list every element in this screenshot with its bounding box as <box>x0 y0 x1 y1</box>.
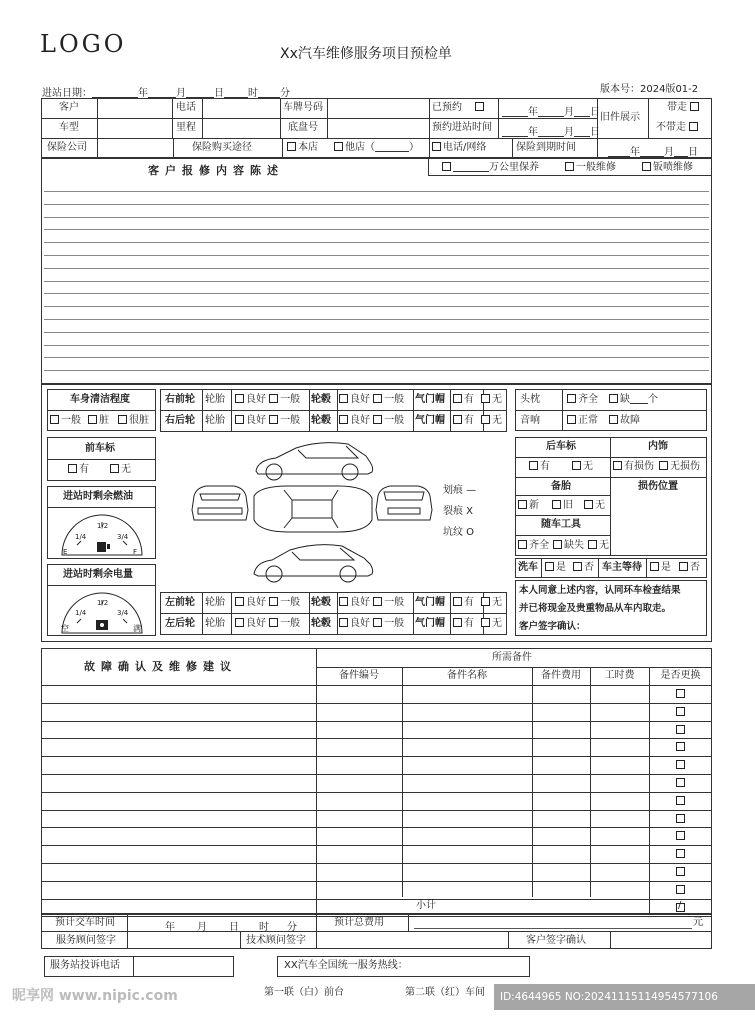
valve-cap-label: 气门帽 <box>415 597 445 608</box>
tools-label: 随车工具 <box>541 519 581 530</box>
clean-opt-3: 很脏 <box>118 415 149 427</box>
reserved-label: 已预约 <box>432 102 486 114</box>
take-option: 带走 <box>667 102 701 114</box>
consent-sign[interactable]: 客户签字确认： <box>519 621 586 632</box>
front-badge-none: 无 <box>110 464 131 476</box>
tools-complete: 齐全 <box>518 540 549 552</box>
interior-damaged: 有损伤 <box>613 461 654 473</box>
reserved-time-date: 年 月 日 <box>502 123 600 138</box>
repair-col-header: 备件名称 <box>447 670 487 681</box>
tools-missing: 缺失 <box>553 540 584 552</box>
copy-1: 第一联（白）前台 <box>264 987 344 998</box>
repair-col-header: 备件编号 <box>339 670 379 681</box>
other-shop-checkbox[interactable] <box>334 142 343 151</box>
page-title: Xx汽车维修服务项目预检单 <box>280 46 452 62</box>
spare-old: 旧 <box>552 500 573 512</box>
replace-checkbox[interactable] <box>676 849 685 858</box>
clean-opt-2: 脏 <box>88 415 109 427</box>
hub-label: 轮毂 <box>311 394 331 405</box>
audio-label: 音响 <box>520 415 540 426</box>
service-opt-1: 万公里保养 <box>442 162 539 174</box>
insurance-expiry-label: 保险到期时间 <box>516 142 576 153</box>
complaint-line[interactable] <box>44 281 709 282</box>
table-row <box>41 774 712 775</box>
not-take-checkbox[interactable] <box>689 122 698 131</box>
headrest-complete: 齐全 <box>567 394 598 406</box>
repair-col-header: 是否更换 <box>660 670 701 681</box>
not-take-option: 不带走 <box>656 122 700 134</box>
rear-badge-none: 无 <box>572 461 593 473</box>
hub-options: 良好 一般 <box>339 415 404 427</box>
wheel-position-label: 左后轮 <box>165 618 195 629</box>
consent-line-1: 本人同意上述内容，认同环车检查结果 <box>519 585 681 596</box>
this-shop-checkbox[interactable] <box>287 142 296 151</box>
tire-label: 轮胎 <box>205 394 225 405</box>
complaint-line[interactable] <box>44 204 709 205</box>
table-row <box>41 827 712 828</box>
table-row <box>41 881 712 882</box>
complaint-line[interactable] <box>44 229 709 230</box>
crack-legend: 裂痕 X <box>443 506 474 517</box>
insurance-channel-label: 保险购买途径 <box>192 142 252 153</box>
rear-badge-has: 有 <box>529 461 550 473</box>
replace-checkbox[interactable] <box>676 796 685 805</box>
old-parts-label: 旧件展示 <box>600 112 640 123</box>
cleanliness-label: 车身清洁程度 <box>70 394 130 405</box>
tech-label: 技术顾问签字 <box>246 935 306 946</box>
audio-ok: 正常 <box>567 415 598 427</box>
replace-checkbox[interactable] <box>676 867 685 876</box>
advisor-label: 服务顾问签字 <box>56 935 116 946</box>
hub-label: 轮毂 <box>311 597 331 608</box>
headrest-label: 头枕 <box>520 394 540 405</box>
this-shop-option: 本店 <box>287 142 318 154</box>
headrest-missing: 缺 个 <box>609 394 658 406</box>
replace-checkbox[interactable] <box>676 725 685 734</box>
consent-line-2: 并已将现金及贵重物品从车内取走。 <box>519 603 672 614</box>
complaint-title: 客户报修内容陈述 <box>148 164 284 177</box>
valve-has: 有 <box>453 394 474 406</box>
table-row <box>41 810 712 811</box>
replace-checkbox[interactable] <box>676 831 685 840</box>
wait-no: 否 <box>679 562 700 574</box>
table-row <box>41 845 712 846</box>
complaint-line[interactable] <box>44 293 709 294</box>
wash-yes: 是 <box>545 562 566 574</box>
valve-has: 有 <box>453 597 474 609</box>
front-badge-has: 有 <box>68 464 89 476</box>
complaint-phone-label: 服务站投诉电话 <box>50 960 120 971</box>
subtotal-label: 小计 <box>416 900 436 911</box>
tire-label: 轮胎 <box>205 597 225 608</box>
tire-label: 轮胎 <box>205 415 225 426</box>
customer-sign-label: 客户签字确认 <box>526 935 586 946</box>
valve-has: 有 <box>453 415 474 427</box>
repair-section <box>41 648 712 914</box>
insurer-label: 保险公司 <box>47 142 87 153</box>
hub-options: 良好 一般 <box>339 394 404 406</box>
replace-checkbox[interactable] <box>676 885 685 894</box>
repair-col-header: 工时费 <box>604 670 635 681</box>
tire-options: 良好 一般 <box>235 597 300 609</box>
plate-label: 车牌号码 <box>283 102 323 113</box>
watermark-site: 昵享网 www.nipic.com <box>12 988 178 1004</box>
tools-none: 无 <box>588 540 609 552</box>
complaint-line[interactable] <box>44 306 709 307</box>
tire-options: 良好 一般 <box>235 394 300 406</box>
replace-checkbox[interactable] <box>676 814 685 823</box>
table-row <box>41 738 712 739</box>
wash-no: 否 <box>573 562 594 574</box>
hub-options: 良好 一般 <box>339 618 404 630</box>
model-label: 车型 <box>59 122 79 133</box>
take-checkbox[interactable] <box>690 102 699 111</box>
wash-label: 洗车 <box>518 562 538 573</box>
subtotal-slash: / <box>678 900 682 911</box>
est-delivery-time[interactable]: 年 月 日 时 分 <box>135 918 297 933</box>
spare-label: 备胎 <box>551 481 571 492</box>
yuan-unit: 元 <box>693 917 703 928</box>
valve-none: 无 <box>481 394 502 406</box>
complaint-line[interactable] <box>44 332 709 333</box>
rear-badge-label: 后车标 <box>546 441 576 452</box>
wheel-position-label: 右前轮 <box>165 394 195 405</box>
complaint-line[interactable] <box>44 370 709 371</box>
complaint-line[interactable] <box>44 242 709 243</box>
front-badge-label: 前车标 <box>85 443 115 454</box>
hub-label: 轮毂 <box>311 415 331 426</box>
valve-cap-label: 气门帽 <box>415 394 445 405</box>
parts-needed-label: 所需备件 <box>492 652 532 663</box>
spare-none: 无 <box>584 500 605 512</box>
hub-label: 轮毂 <box>311 618 331 629</box>
phone-net-option: 电话/网络 <box>432 142 486 154</box>
tire-options: 良好 一般 <box>235 618 300 630</box>
hotline-label: XX汽车全国统一服务热线： <box>284 960 408 971</box>
arrival-date: 进站日期： 年 月 日 时 分 <box>42 88 290 99</box>
complaint-line[interactable] <box>44 255 709 256</box>
interior-undamaged: 无损伤 <box>659 461 700 473</box>
reserved-checkbox[interactable] <box>475 102 484 111</box>
wheel-position-label: 右后轮 <box>165 415 195 426</box>
fuel-label: 进站时剩余燃油 <box>63 491 133 502</box>
valve-none: 无 <box>481 618 502 630</box>
complaint-line[interactable] <box>44 357 709 358</box>
table-row <box>41 756 712 757</box>
table-row <box>41 792 712 793</box>
valve-cap-label: 气门帽 <box>415 415 445 426</box>
table-row <box>41 899 712 900</box>
phone-label: 电话 <box>176 102 196 113</box>
complaint-line[interactable] <box>44 345 709 346</box>
clean-opt-1: 一般 <box>50 415 81 427</box>
tire-options: 良好 一般 <box>235 415 300 427</box>
phone-net-checkbox[interactable] <box>432 142 441 151</box>
watermark-id: ID:4644965 NO:20241115114954577106 <box>500 991 718 1003</box>
car-diagram-icon[interactable] <box>188 436 438 588</box>
audio-fault: 故障 <box>609 415 640 427</box>
complaint-line[interactable] <box>44 319 709 320</box>
interior-label: 内饰 <box>648 441 668 452</box>
mileage-label: 里程 <box>176 122 196 133</box>
table-row <box>41 703 712 704</box>
replace-checkbox[interactable] <box>676 742 685 751</box>
replace-checkbox[interactable] <box>676 760 685 769</box>
est-total-label: 预计总费用 <box>334 917 384 928</box>
table-row <box>41 721 712 722</box>
copy-2: 第二联（红）车间 <box>405 987 485 998</box>
dent-legend: 坑纹 O <box>443 527 475 538</box>
wheel-position-label: 左前轮 <box>165 597 195 608</box>
damage-pos-label: 损伤位置 <box>638 481 678 492</box>
complaint-line[interactable] <box>44 217 709 218</box>
valve-cap-label: 气门帽 <box>415 618 445 629</box>
replace-checkbox[interactable] <box>676 707 685 716</box>
wait-label: 车主等待 <box>602 562 642 573</box>
service-opt-2: 一般维修 <box>565 162 616 174</box>
logo: LOGO <box>40 30 127 58</box>
complaint-line[interactable] <box>44 268 709 269</box>
replace-checkbox[interactable] <box>676 689 685 698</box>
chassis-label: 底盘号 <box>288 122 318 133</box>
other-shop-option: 他店（ ） <box>334 142 419 154</box>
insurance-expiry-date: 年 月 日 <box>608 143 698 158</box>
replace-checkbox[interactable] <box>676 778 685 787</box>
wait-yes: 是 <box>650 562 671 574</box>
scratch-legend: 划痕 — <box>443 485 477 496</box>
version: 版本号：2024版01-2 <box>600 84 699 95</box>
valve-none: 无 <box>481 415 502 427</box>
reserved-time-label: 预约进站时间 <box>432 122 492 133</box>
reserved-date: 年 月 日 <box>502 103 600 118</box>
complaint-line[interactable] <box>44 191 709 192</box>
table-row <box>41 863 712 864</box>
service-opt-3: 钣喷维修 <box>642 162 693 174</box>
hub-options: 良好 一般 <box>339 597 404 609</box>
valve-has: 有 <box>453 618 474 630</box>
tire-label: 轮胎 <box>205 618 225 629</box>
repair-title: 故障确认及维修建议 <box>84 660 237 673</box>
est-delivery-label: 预计交车时间 <box>55 917 115 928</box>
spare-new: 新 <box>518 500 539 512</box>
valve-none: 无 <box>481 597 502 609</box>
repair-col-header: 备件费用 <box>541 670 581 681</box>
battery-label: 进站时剩余电量 <box>63 569 133 580</box>
customer-label: 客户 <box>59 102 79 113</box>
